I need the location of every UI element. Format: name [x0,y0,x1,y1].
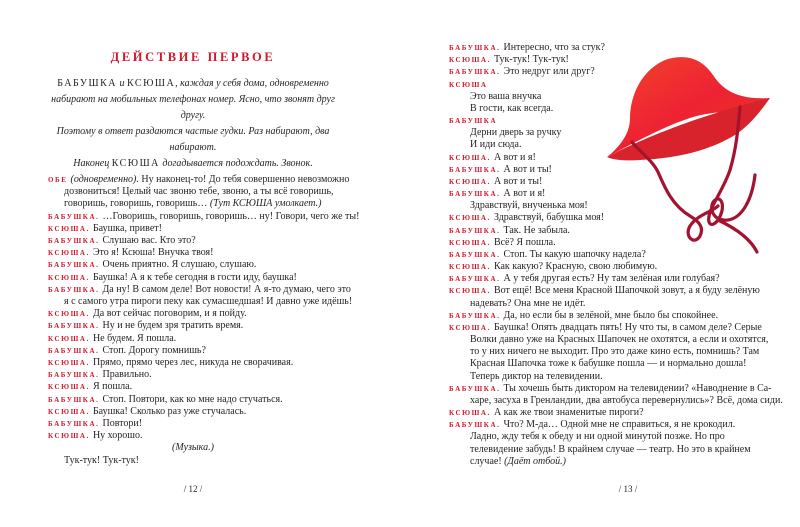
stage-direction-intro [40,76,346,172]
speaker-name: БАБУШКА. [449,68,501,77]
speaker-name: КСЮША. [449,238,491,247]
speaker-name: КСЮША [449,80,488,89]
intro-line [40,156,346,172]
speaker-name: КСЮША. [449,214,491,223]
dialogue-continuation [172,442,214,454]
stage-text: и [116,78,127,89]
dialogue-continuation [470,200,588,212]
dialogue-continuation [470,334,768,346]
line-text: А как же твои знаменитые пироги? [493,407,644,419]
speaker-name: БАБУШКА. [48,420,100,428]
dialogue-line [449,152,536,164]
dialogue-line [48,418,142,430]
dialogue-line [48,345,206,357]
stage-text: Поэтому в ответ раздаются частые гудки. Раз набирают, два набирают. [56,126,330,153]
line-text: Прямо, прямо через лес, никуда не сворачивая. [92,357,294,368]
line-text: Очень приятно. Я слушаю, слушаю. [102,259,257,271]
line-text: Я пошла. [92,381,133,393]
dialogue-line [449,383,772,395]
line-text: Стоп. Дорогу помнишь? [102,344,206,356]
stage-text: , каждая у себя дома, одновременно [175,78,329,89]
line-text: Да ну! В самом деле! Вот новости! А я-то думаю, чего это [102,283,351,295]
line-text: Ну и не будем зря тратить время. [102,320,244,332]
line-text: Это я! Ксюша! Внучка твоя! [92,247,214,259]
line-text: надевать? Она мне не идёт. [470,297,586,309]
speaker-name: БАБУШКА. [48,371,100,380]
line-text: Здравствуй, внученька моя! [470,200,588,212]
speaker-name: КСЮША. [48,310,90,319]
speaker-name: БАБУШКА. [449,190,501,199]
line-text: Красная Шапочка тоже к бабушке пошла — и нормально дошла! [470,358,747,370]
line-text: телевидение забудь! В крайнем случае — театр. Но это в крайнем [470,443,751,455]
dialogue-line [449,261,657,273]
line-text: Стоп. Ты какую шапочку надела? [503,248,646,260]
line-text: И иди сюда. [470,139,522,151]
speaker-name: БАБУШКА. [48,237,100,245]
dialogue-line [449,273,720,285]
dialogue-line [449,54,569,66]
dialogue-continuation [470,91,541,103]
dialogue-continuation [470,127,561,139]
stage-direction: (Даёт отбой.) [504,455,566,467]
line-text: …Говоришь, говоришь, говоришь… ну! Говори, чего же ты! [102,210,360,222]
dialogue-line [48,333,176,345]
dialogue-line [48,272,297,284]
speaker-name: БАБУШКА [449,117,498,126]
line-text: Не будем. Я пошла. [92,332,177,344]
line-text: Что? М-да… Одной мне не справиться, я не крокодил. [503,419,736,431]
speaker-name: БАБУШКА. [449,384,501,393]
intro-line [40,92,346,124]
line-text: Баушка! Сколько раз уже стучалась. [92,405,247,417]
line-text: Ты хочешь быть диктором на телевидении? «Наводнение в Са- [503,382,772,394]
intro-line [40,124,346,156]
speaker-name: КСЮША. [48,334,90,343]
hat-string-left [632,142,718,240]
dialogue-continuation [64,455,139,467]
line-text: Ладно, жду тебя к обеду и ни одной минутой позже. Но про [470,431,725,443]
page-number-left: / 12 / [183,484,203,494]
speaker-name: КСЮША. [48,249,90,258]
dialogue-continuation [64,198,321,210]
line-text: А вот и я! [503,188,546,200]
dialogue-line [48,406,246,418]
speaker-name: БАБУШКА. [449,275,501,284]
dialogue-continuation [470,431,725,443]
speaker-name: ОБЕ [48,176,68,184]
dialogue-continuation [470,139,521,151]
dialogue-line [48,211,359,223]
line-text: Всё? Я пошла. [493,236,556,248]
dialogue-line [48,308,247,320]
speaker-name: БАБУШКА. [48,322,100,331]
red-hat-illustration [595,45,785,260]
line-text: Дерни дверь за ручку [470,127,562,139]
stage-direction: (одновременно). [70,174,139,185]
dialogue-line [449,322,762,334]
dialogue-line [449,42,605,54]
line-text: В гости, как всегда. [470,102,554,114]
speaker-name: БАБУШКА. [48,261,100,270]
page-number-right: / 13 / [618,484,638,494]
line-text: А у тебя другая есть? Ну там зелёная или голубая? [503,273,720,285]
speaker-name: КСЮША. [449,409,491,418]
line-text: я с самого утра пироги пеку как сумасшедшая! И давно уже идёшь! [64,296,353,307]
stage-text: набирают на мобильных телефонах номер. Ясно, что звонят друг другу. [51,94,335,121]
dialogue-line [449,115,500,127]
speaker-name: БАБУШКА. [449,44,501,52]
dialogue-continuation [470,346,759,358]
line-text: Вот ещё! Все меня Красной Шапочкой зовут, а я буду зелёную [493,285,760,297]
dialogue-line [48,369,152,381]
speaker-name: КСЮША. [449,323,491,332]
speaker-name: КСЮША. [449,287,491,296]
speaker-name: КСЮША. [48,407,90,416]
dialogue-continuation [64,296,352,308]
speaker-name: КСЮША. [449,177,491,186]
speaker-name: БАБУШКА. [48,346,100,355]
dialogue-line [449,419,735,431]
dialogue-line [48,430,142,442]
speaker-name: БАБУШКА. [449,421,501,430]
speaker-name: КСЮША. [48,383,90,392]
dialogue-line [449,79,491,91]
dialogue-line [449,164,552,176]
line-text: говоришь, говоришь, говоришь… [64,198,210,210]
dialogue-continuation [470,444,751,456]
line-text: харе, засуха в Гренландии, два автобуса перевернулись»? Всё, дома сиди. [470,394,783,406]
intro-line [40,76,346,92]
line-text: Повтори! [102,418,143,429]
line-text: Стоп. Повтори, как ко мне надо стучаться. [102,393,283,405]
dialogue-line [449,310,718,322]
speaker-name: БАБУШКА. [48,212,100,221]
line-text: Интересно, что за стук? [503,42,605,53]
line-text: Это ваша внучка [470,90,542,102]
line-text: Слушаю вас. Кто это? [102,235,196,246]
dialogue-line [48,247,213,259]
line-text: Здравствуй, бабушка моя! [493,212,605,224]
speaker-name: КСЮША. [48,432,90,441]
line-text: А вот и ты! [493,175,543,187]
speaker-name: КСЮША. [449,56,491,65]
speaker-name: КСЮША. [48,273,90,282]
dialogue-line [449,188,545,200]
line-text: Ну наконец-то! До тебя совершенно невозможно [138,174,350,185]
dialogue-line [48,320,243,332]
dialogue-continuation [470,395,783,407]
act-title: ДЕЙСТВИЕ ПЕРВОЕ [110,50,276,64]
line-text: Тук-тук! Тук-тук! [64,454,139,466]
line-text: Баушка! Опять двадцать пять! Ну что ты, в самом деле? Серые [493,321,762,333]
line-text: Тук-тук! Тук-тук! [493,54,569,66]
character-name: КСЮША [111,158,160,169]
dialogue-line [48,259,256,271]
line-text: Волки давно уже на Красных Шапочек не охотятся, а если и охотятся, [470,334,769,346]
speaker-name: КСЮША. [48,224,90,233]
line-text: то у них ничего не выходит. Про это даже кино есть, помнишь? Там [470,346,760,358]
line-text: Правильно. [102,369,152,381]
dialogue-line [449,237,556,249]
speaker-name: БАБУШКА. [48,395,100,404]
speaker-name: БАБУШКА. [48,285,100,294]
dialogue-line [449,212,604,224]
line-text: Баушка, привет! [92,222,162,234]
character-name: БАБУШКА [57,78,117,89]
speaker-name: КСЮША. [449,263,491,272]
dialogue-line [449,66,595,78]
dialogue-continuation [470,456,566,468]
dialogue-continuation [470,298,585,310]
character-name: КСЮША [126,78,176,89]
stage-direction: (Тут КСЮША умолкает.) [209,198,322,210]
dialogue-line [48,174,349,186]
dialogue-line [48,235,196,247]
stage-text: Наконец [73,158,112,169]
dialogue-line [449,285,760,297]
dialogue-line [449,176,542,188]
line-text: случае! [470,455,505,467]
line-text: Это недруг или друг? [503,66,595,78]
line-text: Теперь диктор на телевидении. [470,370,603,382]
line-text: А вот и ты! [503,163,552,175]
line-text: Так. Не забыла. [503,224,570,236]
line-text: А вот и я! [493,151,536,163]
line-text: Ну хорошо. [92,430,143,442]
stage-text: догадывается подождать. Звонок. [159,158,313,169]
line-text: дозвониться! Целый час звоню тебе, звоню, а ты всё говоришь, [64,186,334,198]
speaker-name: КСЮША. [48,359,90,367]
speaker-name: КСЮША. [449,153,491,162]
dialogue-continuation [470,371,603,383]
dialogue-line [48,284,351,296]
speaker-name: БАБУШКА. [449,250,501,259]
line-text: Баушка! А я к тебе сегодня в гости иду, баушка! [92,271,297,283]
dialogue-line [48,357,293,369]
dialogue-continuation [64,186,334,198]
speaker-name: БАБУШКА. [449,311,501,320]
dialogue-line [449,407,644,419]
stage-direction: (Музыка.) [172,442,214,454]
dialogue-line [48,223,162,235]
speaker-name: БАБУШКА. [449,226,501,235]
dialogue-line [48,381,132,393]
speaker-name: БАБУШКА. [449,165,501,174]
line-text: Как какую? Красную, свою любимую. [493,261,658,273]
dialogue-continuation [470,103,553,115]
dialogue-continuation [470,358,746,370]
dialogue-line [449,225,570,237]
line-text: Да вот сейчас поговорим, и я пойду. [92,308,247,320]
line-text: Да, но если бы в зелёной, мне было бы спокойнее. [503,309,719,321]
dialogue-line [48,394,283,406]
